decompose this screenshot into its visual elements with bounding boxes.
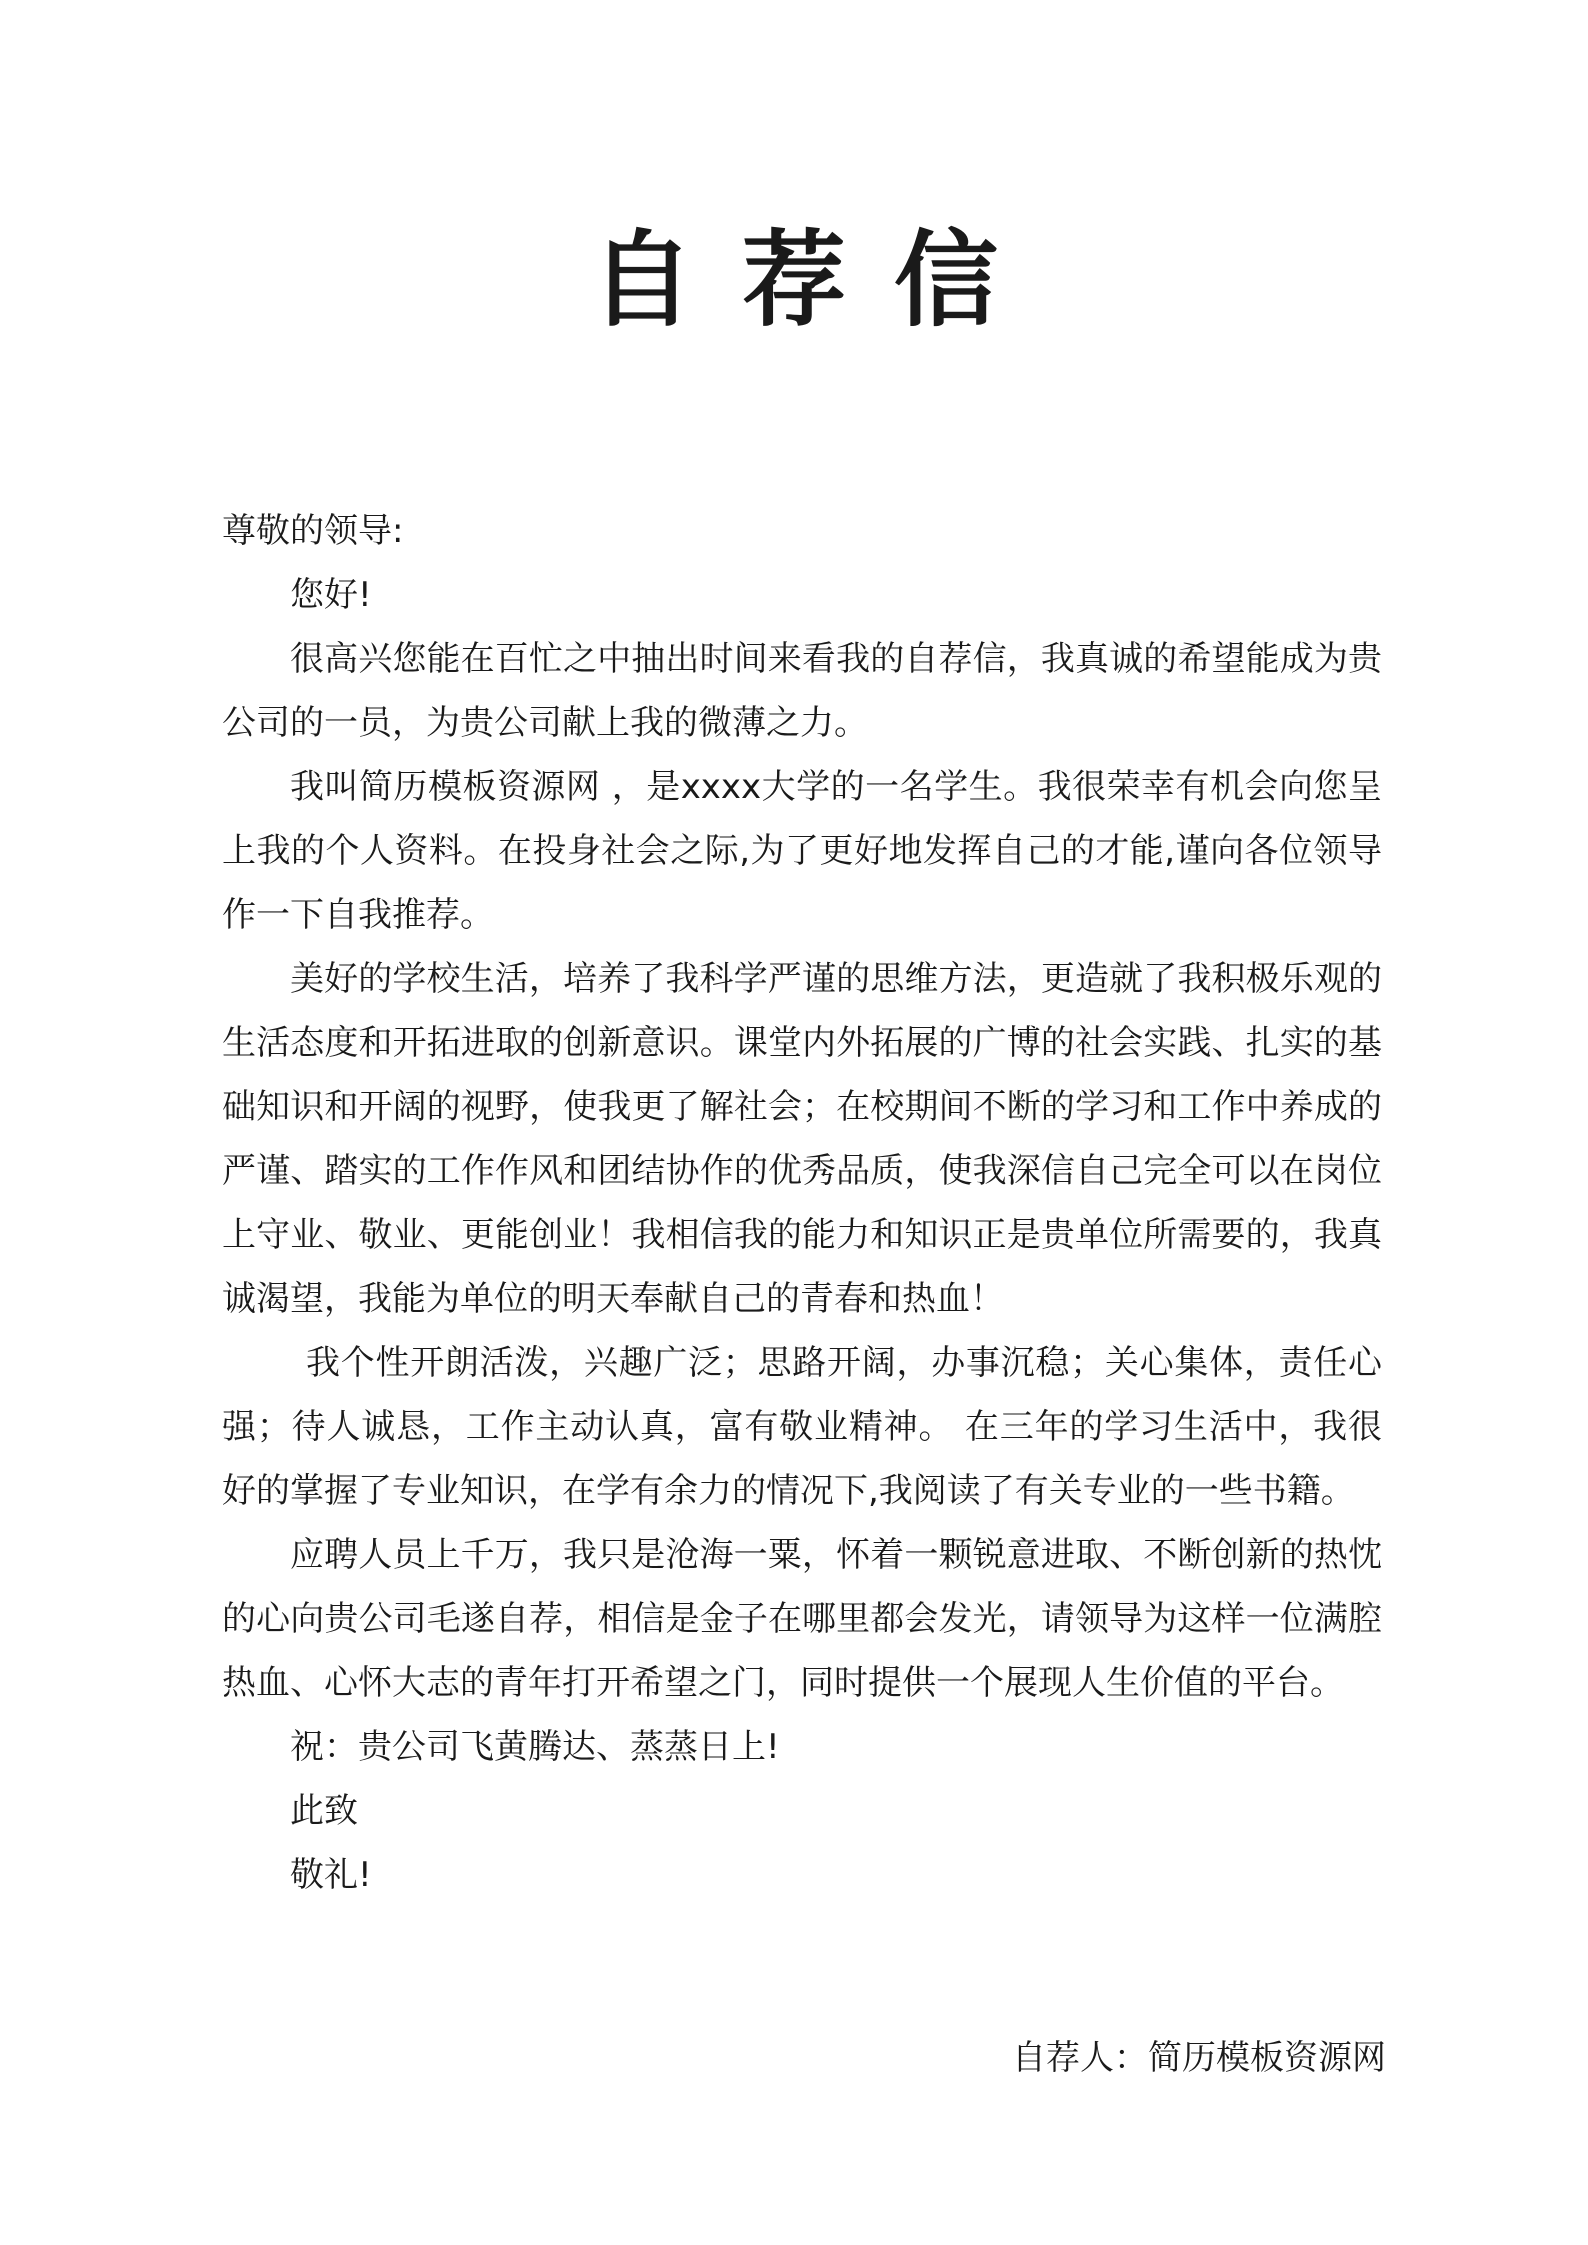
closing-line-2: 敬礼! xyxy=(290,1855,372,1895)
paragraph-application: 应聘人员上千万，我只是沧海一粟，怀着一颗锐意进取、不断创新的热忱的心向贵公司毛遂自荐，相信是金子在哪里都会发光，请领导为这样一位满腔热血、心怀大志的青年打开希望之门，同时提供一个展现人生价值的平台。 xyxy=(222,1535,1382,1703)
letter-body xyxy=(222,499,1382,1907)
page-title: 自荐信 xyxy=(589,219,1046,341)
wish-line: 祝：贵公司飞黄腾达、蒸蒸日上! xyxy=(290,1727,780,1767)
paragraph-personality: 我个性开朗活泼，兴趣广泛；思路开阔，办事沉稳；关心集体，责任心强；待人诚恳，工作主动认真，富有敬业精神。 在三年的学习生活中，我很好的掌握了专业知识，在学有余力的情况下,我阅读了有关专业的一些书籍。 xyxy=(222,1343,1382,1511)
paragraph-school-life: 美好的学校生活，培养了我科学严谨的思维方法，更造就了我积极乐观的生活态度和开拓进取的创新意识。课堂内外拓展的广博的社会实践、扎实的基础知识和开阔的视野，使我更了解社会；在校期间不断的学习和工作中养成的严谨、踏实的工作作风和团结协作的优秀品质，使我深信自己完全可以在岗位上守业、敬业、更能创业！我相信我的能力和知识正是贵单位所需要的，我真诚渴望，我能为单位的明天奉献自己的青春和热血！ xyxy=(222,959,1382,1319)
paragraph-self-introduction: 我叫简历模板资源网 ，是xxxx大学的一名学生。我很荣幸有机会向您呈上我的个人资料。在投身社会之际,为了更好地发挥自己的才能,谨向各位领导作一下自我推荐。 xyxy=(222,767,1382,935)
salutation: 尊敬的领导: xyxy=(222,511,404,551)
closing-line-1: 此致 xyxy=(290,1791,358,1831)
greeting: 您好! xyxy=(290,575,372,615)
signature: 自荐人：简历模板资源网 xyxy=(1012,2038,1386,2078)
paragraph-intro: 很高兴您能在百忙之中抽出时间来看我的自荐信，我真诚的希望能成为贵公司的一员，为贵公司献上我的微薄之力。 xyxy=(222,639,1382,743)
